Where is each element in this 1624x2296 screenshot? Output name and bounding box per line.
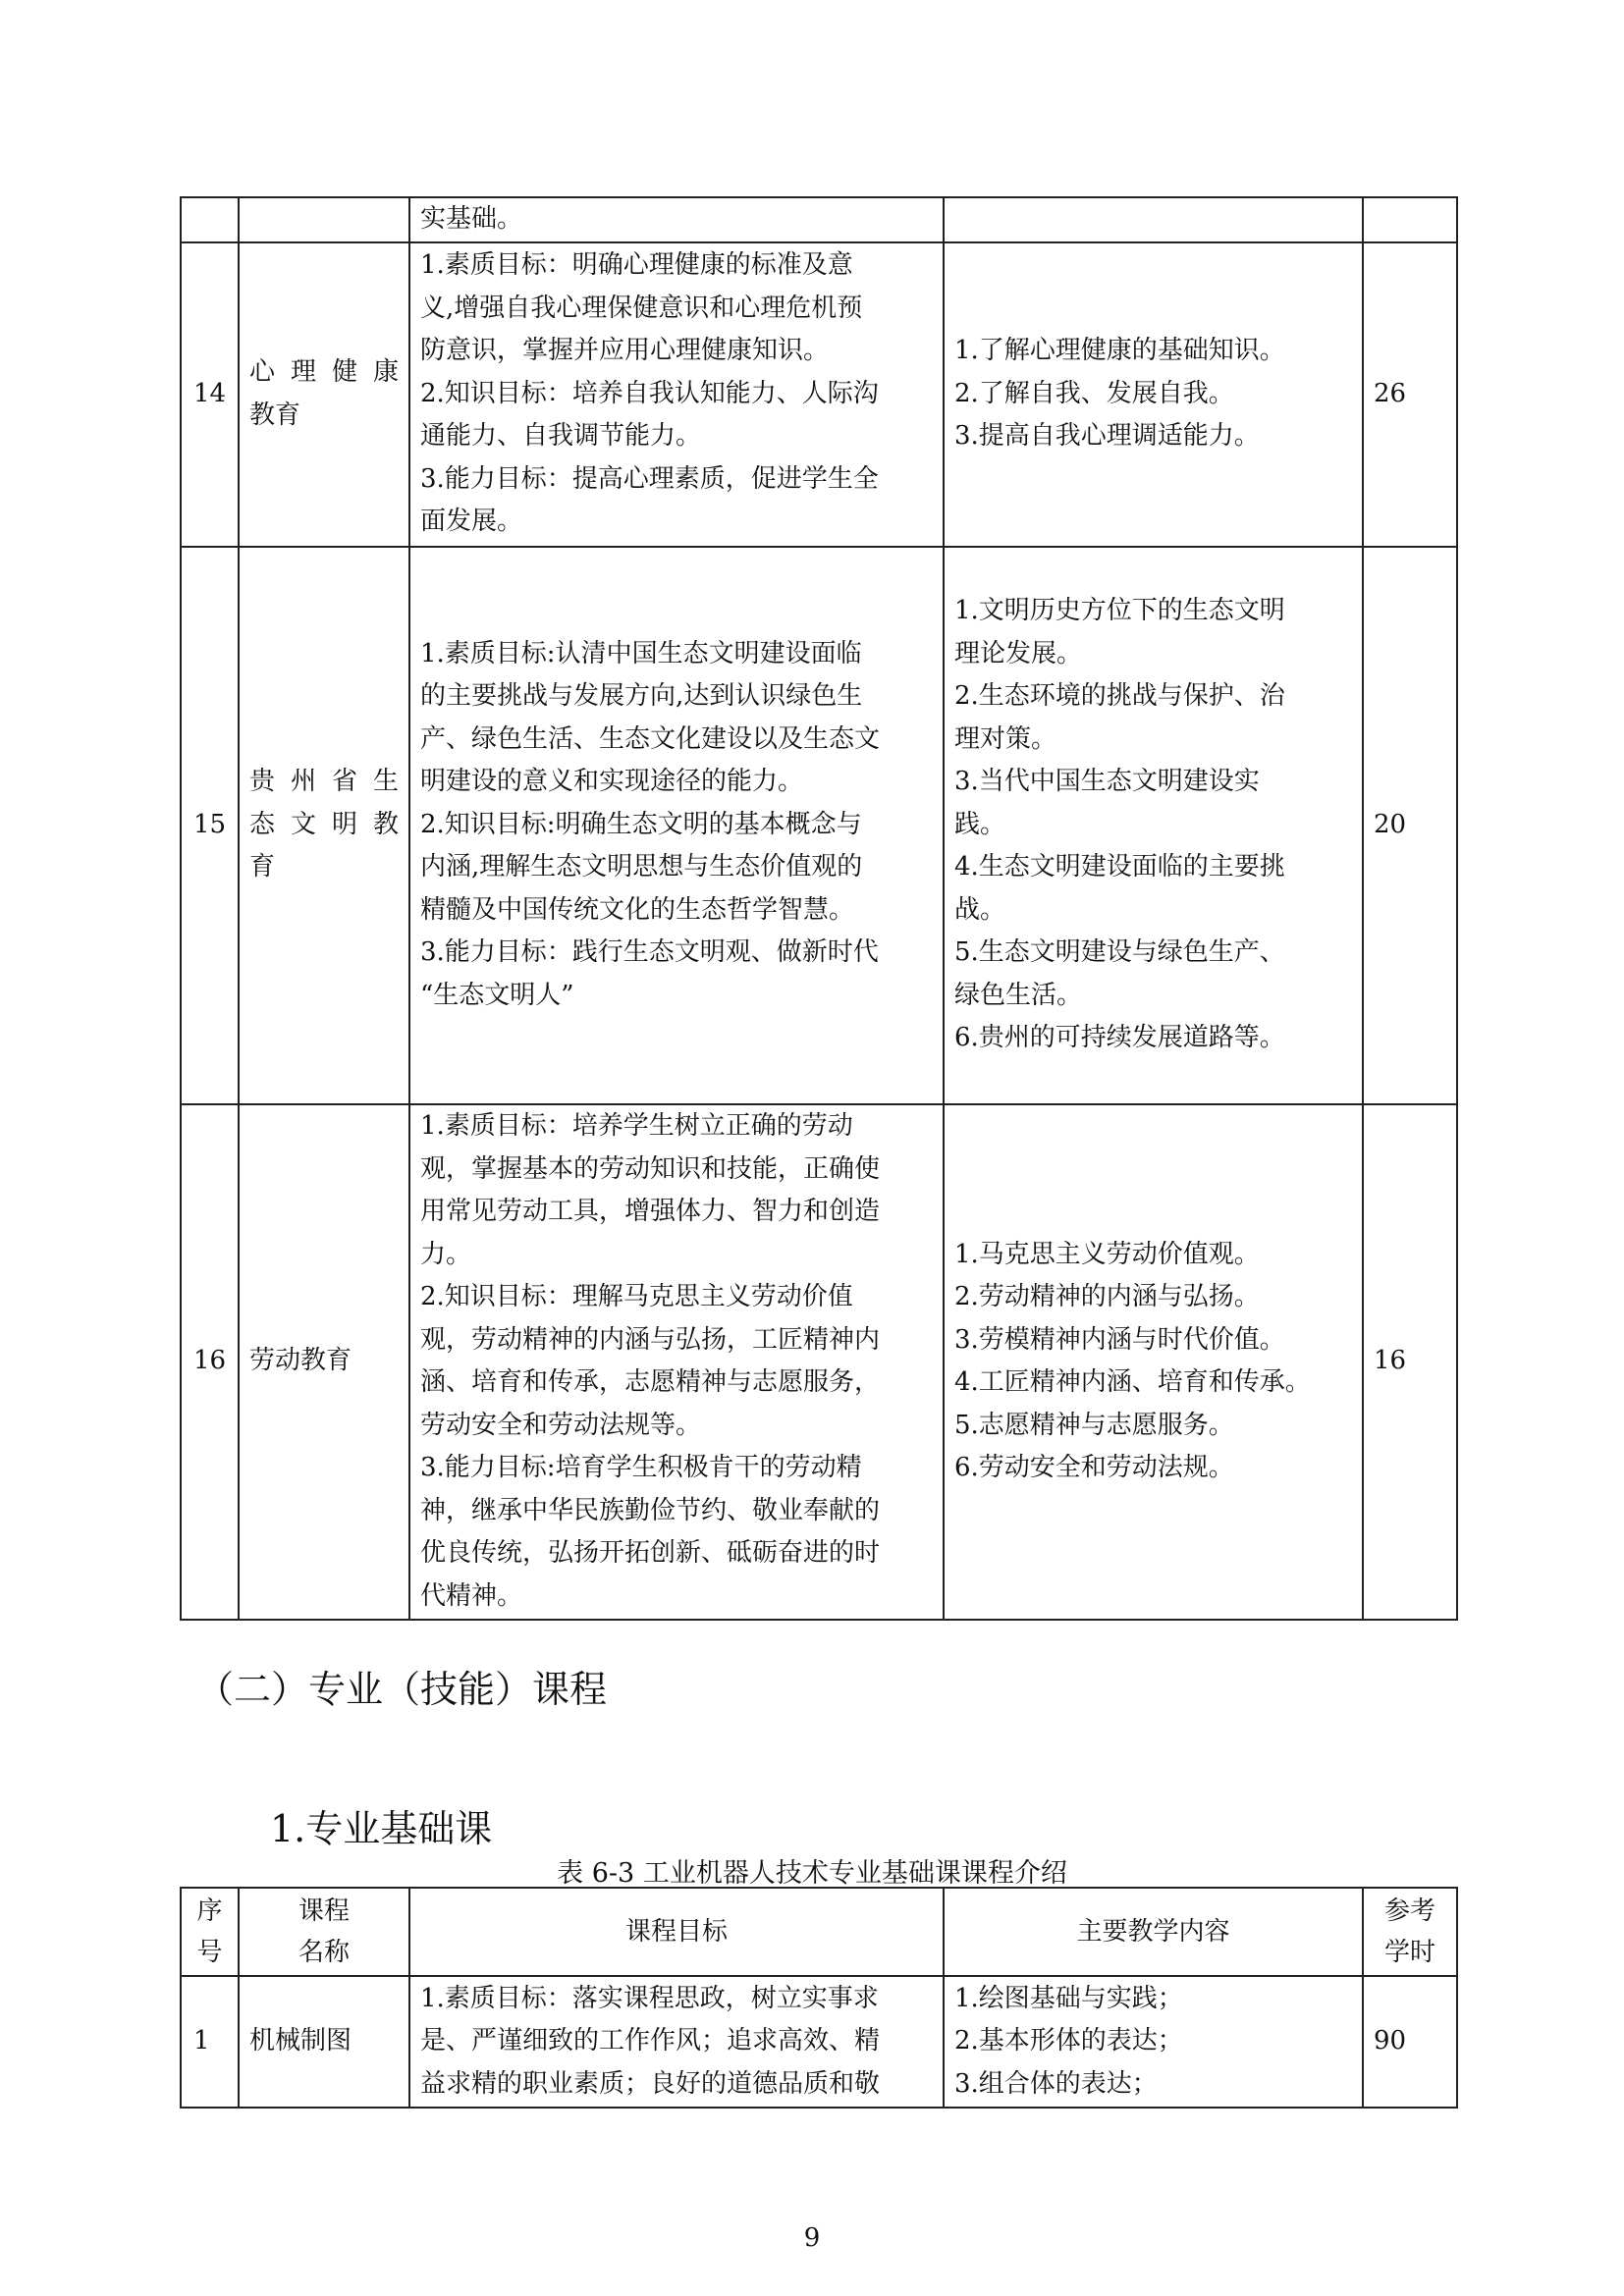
goal-line: 实基础。 — [420, 204, 523, 234]
content-line: 1.了解心理健康的基础知识。 — [954, 336, 1285, 366]
content-line: 3.劳模精神内涵与时代价值。 — [954, 1324, 1285, 1355]
goal-line: 精髓及中国传统文化的生态哲学智慧。 — [420, 894, 855, 925]
row-number: 1 — [181, 1976, 239, 2108]
goal-line: 优良传统，弘扬开拓创新、砥砺奋进的时 — [420, 1538, 881, 1568]
goal-line: 益求精的职业素质；良好的道德品质和敬 — [420, 2068, 881, 2099]
goal-line: 防意识，掌握并应用心理健康知识。 — [420, 336, 830, 366]
row-number: 14 — [181, 242, 239, 547]
goal-line: 2.知识目标：理解马克思主义劳动价值 — [420, 1282, 853, 1311]
name-line: 心理健康 — [249, 357, 399, 387]
row-number: 16 — [181, 1104, 239, 1620]
name-line: 贵州省生 — [249, 767, 399, 797]
content-line: 5.生态文明建设与绿色生产、 — [954, 937, 1285, 968]
goal-line: 3.能力目标:培育学生积极肯干的劳动精 — [420, 1453, 862, 1482]
content-line: 2.生态环境的挑战与保护、治 — [954, 681, 1285, 712]
goal-line: 通能力、自我调节能力。 — [420, 421, 702, 452]
content-line: 理对策。 — [954, 723, 1057, 754]
subsection-heading: 1.专业基础课 — [270, 1807, 493, 1850]
goal-line: 1.素质目标：明确心理健康的标准及意 — [420, 250, 853, 281]
name-line: 教育 — [249, 400, 301, 430]
content-line: 绿色生活。 — [954, 980, 1083, 1010]
goal-line: 的主要挑战与发展方向,达到认识绿色生 — [420, 681, 863, 712]
table-row — [181, 242, 1457, 547]
header-line: 课程 — [298, 1896, 350, 1926]
content-line: 4.生态文明建设面临的主要挑 — [954, 852, 1285, 882]
goal-line: 义,增强自我心理保健意识和心理危机预 — [420, 293, 863, 323]
content-line: 理论发展。 — [954, 638, 1083, 668]
course-content — [944, 197, 1363, 242]
header-course-name — [239, 1888, 409, 1976]
table-header-row — [181, 1888, 1457, 1976]
content-line: 2.基本形体的表达； — [954, 2026, 1183, 2056]
name-line: 机械制图 — [249, 2026, 352, 2056]
content-line: 6.劳动安全和劳动法规。 — [954, 1453, 1234, 1482]
name-line: 态文明教 — [249, 809, 399, 839]
goal-line: 3.能力目标：践行生态文明观、做新时代 — [420, 937, 879, 968]
course-content — [944, 242, 1363, 547]
content-line: 3.组合体的表达； — [954, 2068, 1158, 2099]
foundation-course-table — [180, 1887, 1458, 2109]
content-line: 3.当代中国生态文明建设实 — [954, 767, 1260, 797]
section-heading: （二）专业（技能）课程 — [196, 1668, 608, 1711]
header-line: 序 — [196, 1896, 223, 1926]
content-line: 1.马克思主义劳动价值观。 — [954, 1239, 1260, 1269]
header-teaching-content: 主要教学内容 — [944, 1888, 1363, 1976]
header-line: 参考 — [1383, 1896, 1435, 1926]
goal-line: 3.能力目标：提高心理素质，促进学生全 — [420, 463, 879, 494]
goal-line: 用常见劳动工具，增强体力、智力和创造 — [420, 1197, 881, 1226]
header-course-goal: 课程目标 — [409, 1888, 944, 1976]
goal-line: 1.素质目标：培养学生树立正确的劳动 — [420, 1111, 853, 1141]
goal-line: 2.知识目标：培养自我认知能力、人际沟 — [420, 378, 879, 408]
goal-line: “生态文明人” — [420, 980, 574, 1010]
course-table-continued — [180, 196, 1458, 1621]
goal-line: 神，继承中华民族勤俭节约、敬业奉献的 — [420, 1495, 881, 1525]
goal-line: 1.素质目标：落实课程思政，树立实事求 — [420, 1983, 879, 2013]
goal-line: 内涵,理解生态文明思想与生态价值观的 — [420, 852, 863, 882]
course-goal — [409, 197, 944, 242]
course-hours: 16 — [1363, 1104, 1457, 1620]
table-row — [181, 547, 1457, 1104]
course-goal — [409, 1976, 944, 2108]
goal-line: 涵、培育和传承，志愿精神与志愿服务， — [420, 1367, 881, 1397]
header-line: 号 — [196, 1938, 223, 1967]
course-content — [944, 1976, 1363, 2108]
goal-line: 明建设的意义和实现途径的能力。 — [420, 767, 804, 797]
content-line: 4.工匠精神内涵、培育和传承。 — [954, 1367, 1311, 1397]
content-line: 1.文明历史方位下的生态文明 — [954, 596, 1285, 626]
goal-line: 2.知识目标:明确生态文明的基本概念与 — [420, 809, 862, 839]
content-line: 1.绘图基础与实践； — [954, 1983, 1183, 2013]
content-line: 战。 — [954, 894, 1006, 925]
header-hours — [1363, 1888, 1457, 1976]
goal-line: 代精神。 — [420, 1580, 523, 1611]
course-hours: 26 — [1363, 242, 1457, 547]
content-line: 6.贵州的可持续发展道路等。 — [954, 1023, 1285, 1053]
name-line: 育 — [249, 852, 276, 882]
table-row — [181, 1104, 1457, 1620]
table-row — [181, 197, 1457, 242]
content-line: 2.了解自我、发展自我。 — [954, 378, 1234, 408]
goal-line: 劳动安全和劳动法规等。 — [420, 1410, 702, 1440]
course-goal — [409, 1104, 944, 1620]
page-number: 9 — [803, 2223, 821, 2253]
course-goal — [409, 547, 944, 1104]
table-row — [181, 1976, 1457, 2108]
course-content — [944, 547, 1363, 1104]
goal-line: 观，掌握基本的劳动知识和技能，正确使 — [420, 1153, 881, 1184]
header-number — [181, 1888, 239, 1976]
goal-line: 观，劳动精神的内涵与弘扬，工匠精神内 — [420, 1324, 881, 1355]
goal-line: 产、绿色生活、生态文化建设以及生态文 — [420, 723, 881, 754]
header-line: 学时 — [1383, 1938, 1435, 1967]
course-hours — [1363, 197, 1457, 242]
course-name — [239, 547, 409, 1104]
course-name — [239, 1976, 409, 2108]
goal-line: 1.素质目标:认清中国生态文明建设面临 — [420, 638, 862, 668]
course-hours: 20 — [1363, 547, 1457, 1104]
course-goal — [409, 242, 944, 547]
goal-line: 是、严谨细致的工作作风；追求高效、精 — [420, 2026, 881, 2056]
content-line: 2.劳动精神的内涵与弘扬。 — [954, 1282, 1260, 1311]
course-content — [944, 1104, 1363, 1620]
name-line: 劳动教育 — [249, 1346, 352, 1376]
table-caption: 表 6-3 工业机器人技术专业基础课课程介绍 — [557, 1858, 1067, 1889]
content-line: 5.志愿精神与志愿服务。 — [954, 1410, 1234, 1440]
row-number: 15 — [181, 547, 239, 1104]
header-line: 名称 — [298, 1938, 350, 1967]
course-name — [239, 242, 409, 547]
course-name — [239, 1104, 409, 1620]
goal-line: 面发展。 — [420, 507, 523, 537]
goal-line: 力。 — [420, 1239, 472, 1269]
row-number — [181, 197, 239, 242]
course-name — [239, 197, 409, 242]
content-line: 3.提高自我心理调适能力。 — [954, 421, 1260, 452]
course-hours: 90 — [1363, 1976, 1457, 2108]
content-line: 践。 — [954, 809, 1006, 839]
